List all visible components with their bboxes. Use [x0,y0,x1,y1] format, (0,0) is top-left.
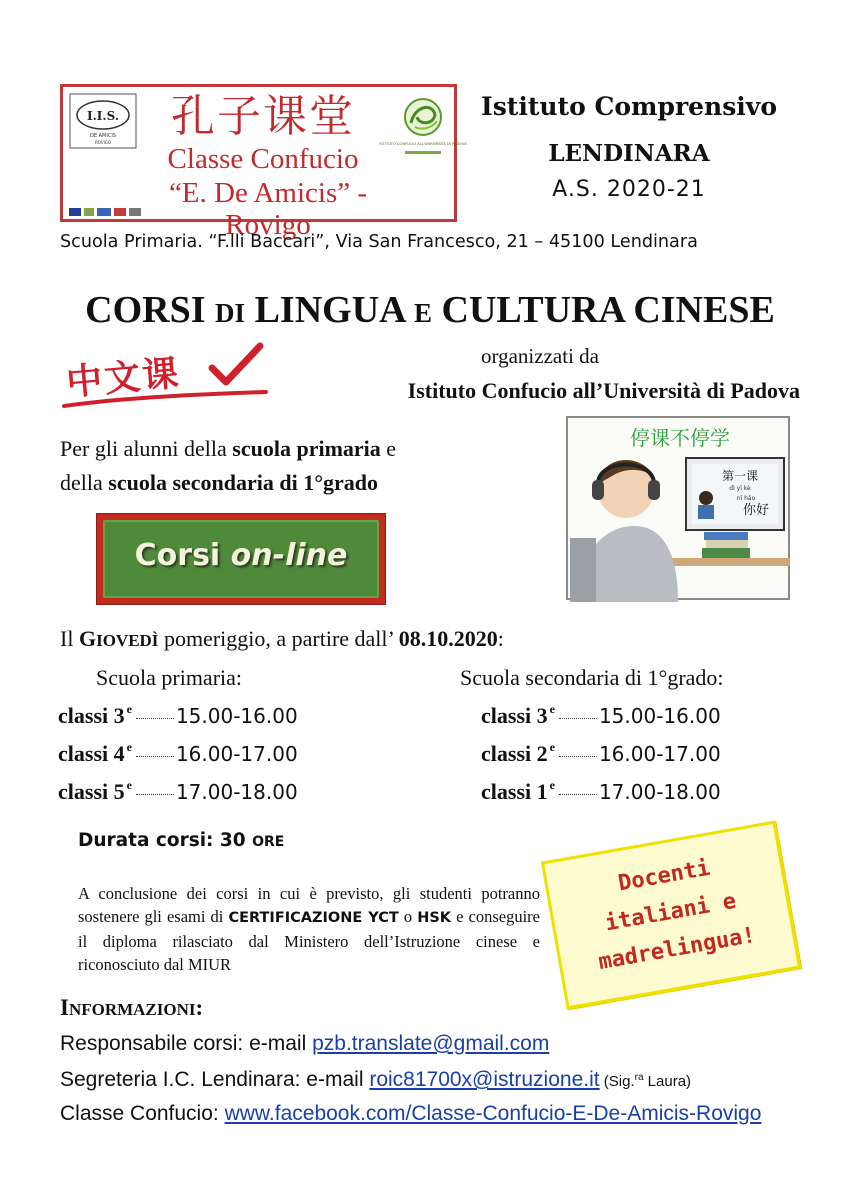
leader-dots [559,718,597,719]
title-word-di: DI [215,298,246,328]
school-address: Scuola Primaria. “F.lli Baccari”, Via San Francesco, 21 – 45100 Lendinara [60,232,698,252]
secondary-schedule-header: Scuola secondaria di 1°grado: [460,665,724,690]
checkmark-icon [206,340,266,390]
target-text: Per gli alunni della [60,436,233,461]
organized-by-label: organizzati da [481,344,599,368]
target-secondary: scuola secondaria di 1°grado [108,470,379,495]
online-courses-badge [96,513,386,605]
online-courses-inner [103,520,379,598]
schedule-class: classi 4 $^e$ [58,739,132,766]
duration-unit: ORE [252,834,285,850]
iis-logo-sub: DE AMICIS [90,133,116,139]
start-day-initial: G [78,626,97,651]
certification-paragraph [78,882,540,976]
cert-text: e conseguire il diploma rilasciato dal Ministero dell’Istruzione cinese e riconosciuto dal MIUR [78,907,540,974]
leader-dots [559,756,597,757]
info-heading-initial: I [60,995,69,1020]
start-suffix: : [497,626,504,651]
cert-text: A conclusione dei corsi in cui è previsto, gli studenti potranno sostenere gli esami di [78,884,540,926]
primary-schedule-header: Scuola primaria: [96,665,243,690]
cert-hsk: HSK [417,910,452,926]
note-line-1: Docenti [616,855,712,897]
schedule-class: classi 3 $^e$ [58,701,132,728]
screen-pinyin-2: nǐ hǎo [736,495,756,502]
iis-logo-city: ROVIGO [94,140,112,145]
info-label: Responsabile corsi: e-mail [60,1032,313,1055]
schedule-class: classi 5 $^e$ [58,777,132,804]
primary-schedule-row [58,703,298,729]
leader-dots [136,794,174,795]
info-label: Classe Confucio: [60,1102,225,1125]
student-headphones-laptop-icon [568,418,792,602]
primary-schedule-row [58,779,298,805]
online-label-part2: on-line [230,538,348,573]
classe-confucio-logo-text: Classe Confucio [167,143,359,175]
screen-pinyin-1: dì yī kè [729,485,751,492]
schedule-time: 17.00-18.00 [175,780,298,804]
info-line-responsabile [60,1032,549,1056]
school-name: Istituto Comprensivo [481,92,777,121]
start-prefix: Il [60,626,79,651]
info-heading-rest: NFORMAZIONI [68,1000,196,1019]
secondary-schedule-row [481,703,721,729]
info-line-segreteria [60,1068,691,1092]
screen-heading: 第一课 [721,469,759,483]
schedule-class: classi 3 $^e$ [481,701,555,728]
iis-logo-icon [69,93,137,149]
email-link-responsabile[interactable]: pzb.translate@gmail.com [312,1032,550,1055]
info-label: Segreteria I.C. Lendinara: e-mail [60,1068,370,1091]
title-word-cultura-cinese: CULTURA CINESE [441,289,775,331]
email-link-segreteria[interactable]: roic81700x@istruzione.it [369,1068,600,1091]
cert-text: o [398,907,418,926]
target-audience-line-1 [60,436,396,462]
confucio-logo-text: ISTITUTO CONFUCIO ALL'UNIVERSITÀ DI PADOVA [379,142,467,146]
cert-yct: CERTIFICAZIONE YCT [228,910,399,926]
info-line-classe-confucio [60,1102,761,1126]
course-duration [78,830,284,851]
start-day-rest: IOVEDÌ [96,631,159,650]
leader-dots [559,794,597,795]
iis-logo-text: I.I.S. [87,109,119,123]
schedule-class: classi 1 $^e$ [481,777,555,804]
schedule-time: 15.00-16.00 [175,704,298,728]
chinese-lesson-text: 中文课 [64,353,182,404]
online-learning-illustration [566,416,790,600]
start-date: 08.10.2020 [398,626,498,651]
schedule-time: 16.00-17.00 [598,742,721,766]
istituto-confucio-padova-logo-icon [379,95,467,165]
facebook-link[interactable]: www.facebook.com/Classe-Confucio-E-De-Amicis-Rovigo [224,1102,762,1125]
contact-person-note: (Sig.$^{ra}$ Laura) [599,1072,692,1090]
schedule-class: classi 2 $^e$ [481,739,555,766]
title-word-lingua: LINGUA [254,289,405,331]
note-line-2: italiani e [603,888,738,937]
secondary-schedule-row [481,741,721,767]
sticky-note-text [547,838,795,988]
target-text: della [60,470,109,495]
schedule-time: 16.00-17.00 [175,742,298,766]
main-title [60,288,800,332]
title-word-e: E [413,298,432,328]
chinese-lesson-badge [60,340,270,410]
target-primary: scuola primaria [232,436,381,461]
de-amicis-rovigo-logo-text: “E. De Amicis” - Rovigo [168,177,368,241]
start-date-line [60,626,504,652]
leader-dots [136,756,174,757]
school-year: A.S. 2020-21 [552,177,706,202]
schedule-time: 15.00-16.00 [598,704,721,728]
schedule-time: 17.00-18.00 [598,780,721,804]
start-middle: pomeriggio, a partire dall’ [158,626,399,651]
info-heading-colon: : [195,995,204,1020]
leader-dots [136,718,174,719]
screen-greeting: 你好 [742,503,770,518]
target-text: e [380,436,397,461]
info-heading [60,995,203,1021]
brush-underline-icon [60,390,270,410]
online-courses-label [103,538,379,573]
school-town: LENDINARA [548,140,710,167]
note-line-3: madrelingua! [596,922,758,976]
primary-schedule-row [58,741,298,767]
chinese-logo-title: 孔子课堂 [171,91,355,142]
online-label-part1: Corsi [134,538,231,573]
duration-label: Durata corsi: 30 [78,830,253,851]
teachers-sticky-note [541,820,801,1009]
secondary-schedule-row [481,779,721,805]
organizer-name: Istituto Confucio all’Università di Padova [407,378,800,403]
illustration-title: 停课不停学 [630,426,730,450]
classe-confucio-logo-box [60,84,467,241]
target-audience-line-2 [60,470,378,496]
title-word-corsi: CORSI [85,289,206,331]
